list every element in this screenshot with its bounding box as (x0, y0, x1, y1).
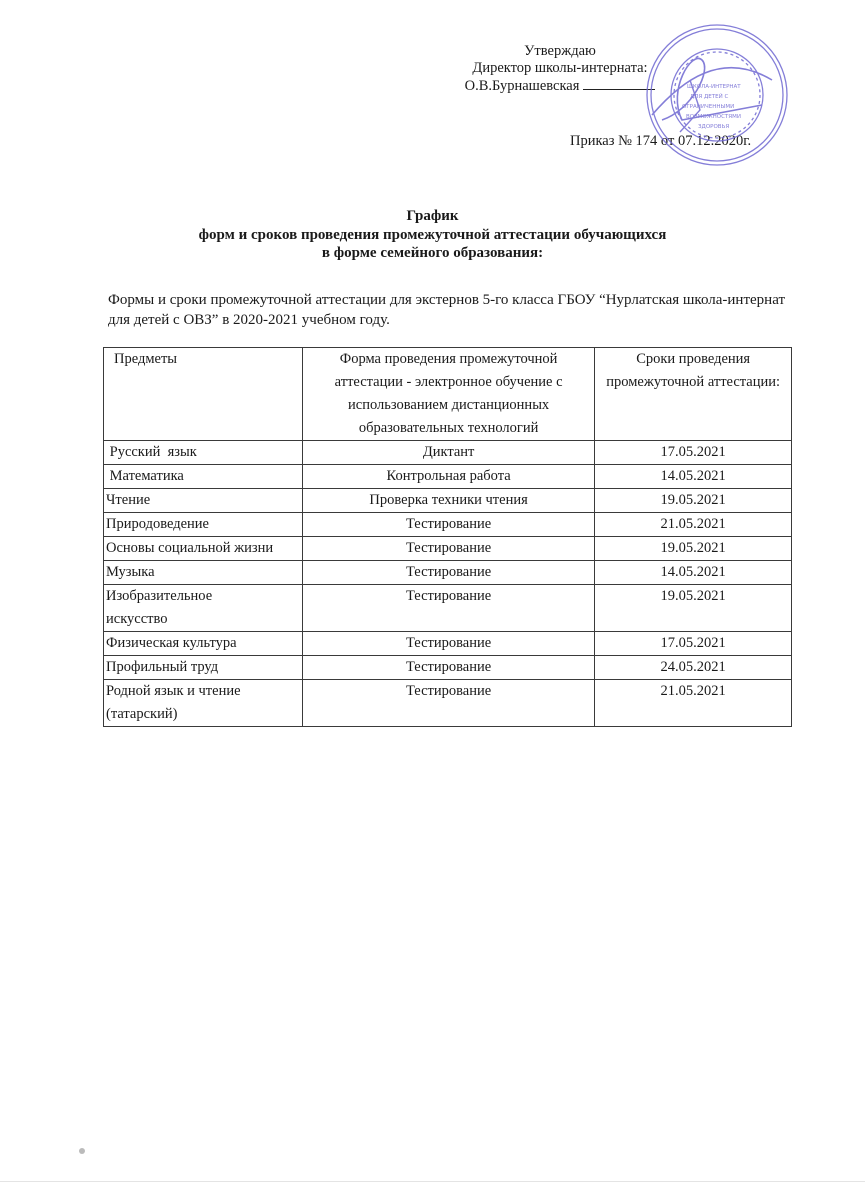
date-cell: 19.05.2021 (595, 537, 792, 561)
subject-cell: Математика (104, 465, 303, 489)
subject-text: Родной язык и чтение (татарский) (106, 683, 241, 722)
subject-cell: Русский язык (104, 441, 303, 465)
svg-text:ДЛЯ ДЕТЕЙ С: ДЛЯ ДЕТЕЙ С (690, 94, 729, 100)
date-cell: 21.05.2021 (595, 513, 792, 537)
title-line-3: в форме семейного образования: (321, 245, 544, 261)
approver-position: Директор школы-интерната: (472, 60, 648, 76)
subject-text: Изобразительное искусство (106, 588, 213, 627)
form-cell: Тестирование (302, 680, 594, 727)
table-row (104, 656, 792, 680)
form-cell: Тестирование (302, 561, 594, 585)
title-line-1: График (406, 208, 459, 224)
table-header-row (104, 348, 792, 441)
scan-edge-line (0, 1181, 865, 1182)
header-form: Форма проведения промежуточной аттестации - электронное обучение с использованием дистанционных образовательных технологий (302, 348, 594, 441)
table-row (104, 585, 792, 632)
form-cell: Тестирование (302, 632, 594, 656)
date-cell: 17.05.2021 (595, 441, 792, 465)
svg-text:ЗДОРОВЬЯ: ЗДОРОВЬЯ (698, 124, 730, 130)
form-cell: Тестирование (302, 656, 594, 680)
table-row (104, 441, 792, 465)
subject-cell: Основы социальной жизни (104, 537, 303, 561)
subject-cell: Чтение (104, 489, 303, 513)
header-subjects: Предметы (104, 348, 303, 441)
order-reference: Приказ № 174 от 07.12.2020г. (570, 133, 752, 149)
table-row (104, 489, 792, 513)
form-cell: Тестирование (302, 513, 594, 537)
date-cell: 17.05.2021 (595, 632, 792, 656)
signature-line (583, 77, 655, 90)
title-line-2: форм и сроков проведения промежуточной аттестации обучающихся (198, 226, 667, 243)
approver-name-line (440, 77, 680, 95)
table-row (104, 537, 792, 561)
intro-paragraph: Формы и сроки промежуточной аттестации для экстернов 5-го класса ГБОУ “Нурлатская школа-интернат для детей с ОВЗ” в 2020-2021 учебном году. (108, 292, 786, 328)
svg-text:ВОЗМОЖНОСТЯМИ: ВОЗМОЖНОСТЯМИ (686, 114, 741, 120)
table-row (104, 513, 792, 537)
form-cell: Проверка техники чтения (302, 489, 594, 513)
subject-cell (104, 680, 303, 727)
document-title (100, 207, 765, 263)
table-row (104, 680, 792, 727)
table-row (104, 632, 792, 656)
date-cell: 21.05.2021 (595, 680, 792, 727)
subject-cell (104, 585, 303, 632)
subject-cell: Природоведение (104, 513, 303, 537)
header-dates: Сроки проведения промежуточной аттестации: (595, 348, 792, 441)
approver-name: О.В.Бурнашевская (464, 78, 580, 94)
form-cell: Контрольная работа (302, 465, 594, 489)
date-cell: 19.05.2021 (595, 585, 792, 632)
svg-text:ОГРАНИЧЕННЫМИ: ОГРАНИЧЕННЫМИ (682, 104, 735, 110)
subject-cell: Профильный труд (104, 656, 303, 680)
table-row (104, 561, 792, 585)
svg-text:ШКОЛА-ИНТЕРНАТ: ШКОЛА-ИНТЕРНАТ (687, 84, 741, 90)
attestation-schedule-table (103, 347, 792, 727)
subject-cell: Музыка (104, 561, 303, 585)
date-cell: 19.05.2021 (595, 489, 792, 513)
approval-heading: Утверждаю (524, 43, 596, 59)
form-cell: Тестирование (302, 585, 594, 632)
date-cell: 14.05.2021 (595, 465, 792, 489)
subject-cell: Физическая культура (104, 632, 303, 656)
form-cell: Тестирование (302, 537, 594, 561)
scan-speck (79, 1148, 85, 1154)
table-row (104, 465, 792, 489)
date-cell: 24.05.2021 (595, 656, 792, 680)
approval-block (440, 43, 680, 95)
date-cell: 14.05.2021 (595, 561, 792, 585)
form-cell: Диктант (302, 441, 594, 465)
